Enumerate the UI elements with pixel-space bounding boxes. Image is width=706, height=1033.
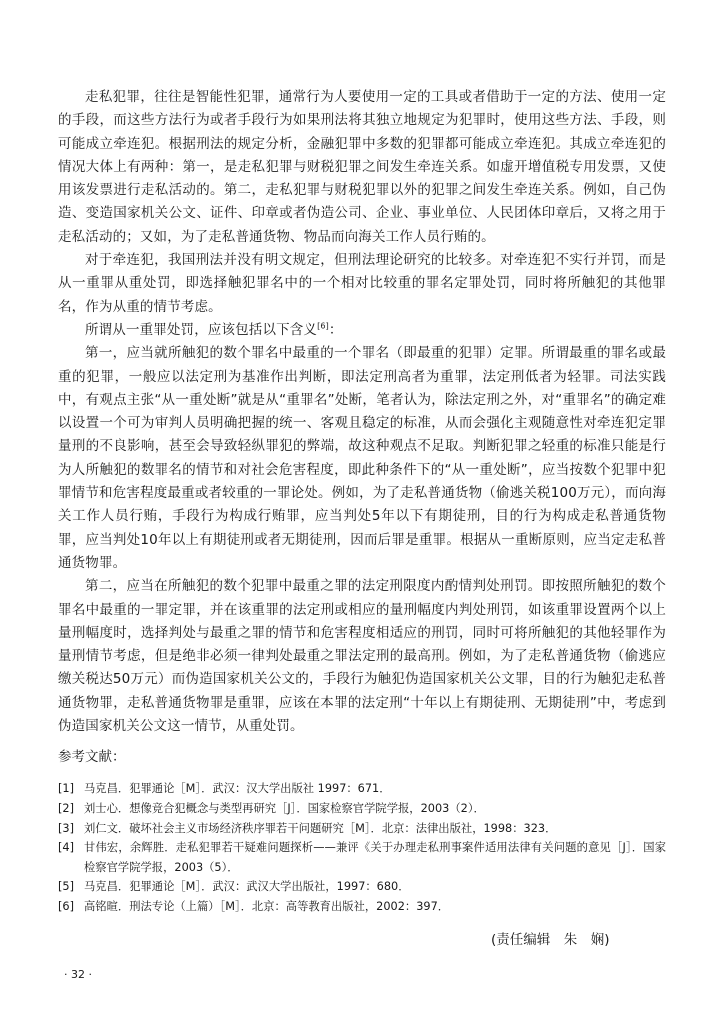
references-list xyxy=(58,779,666,916)
reference-text: 甘伟宏，余辉胜．走私犯罪若干疑难问题探析——兼评《关于办理走私刑事案件适用法律有关问题的意见［J］．国家检察官学院学报，2003（5）． xyxy=(84,841,666,874)
reference-number: [2] xyxy=(58,801,75,815)
reference-number: [5] xyxy=(58,880,75,894)
reference-item xyxy=(58,779,666,799)
reference-item xyxy=(58,877,666,897)
reference-item xyxy=(58,897,666,917)
article-body xyxy=(58,86,666,916)
paragraph: 第一，应当就所触犯的数个罪名中最重的一个罪名（即最重的犯罪）定罪。所谓最重的罪名或最重的犯罪，一般应以法定刑为基准作出判断，即法定刑高者为重罪，法定刑低者为轻罪。司法实践中，有观点主张“从一重处断”就是从“重罪名”处断，笔者认为，除法定刑之外，对“重罪名”的确定难以设置一个可为审判人员明确把握的统一、客观且稳定的标准，从而会强化主观随意性对牵连犯定罪量刑的不良影响，甚至会导致轻纵罪犯的弊端，故这种观点不足取。判断犯罪之轻重的标准只能是行为人所触犯的数罪名的情节和对社会危害程度，即此种条件下的“从一重处断”，应当按数个犯罪中犯罪情节和危害程度最重或者较重的一罪论处。例如，为了走私普通货物（偷逃关税100万元），而向海关工作人员行贿，手段行为构成行贿罪，应当判处5年以下有期徒刑，目的行为构成走私普通货物罪，应当判处10年以上有期徒刑或者无期徒刑，因而后罪是重罪。根据从一重断原则，应当定走私普通货物罪。 xyxy=(58,345,666,571)
reference-text: 高铭暄．刑法专论（上篇）［M］．北京：高等教育出版社，2002：397． xyxy=(84,899,450,913)
reference-item xyxy=(58,799,666,819)
citation-mark: [6] xyxy=(317,321,329,331)
paragraph-text: 所谓从一重罪处罚，应该包括以下含义 xyxy=(85,321,318,338)
paragraph-citation-lead xyxy=(58,319,666,342)
references-heading: 参考文献： xyxy=(58,749,126,766)
reference-text: 马克昌．犯罪通论［M］．武汉：汉大学出版社 1997：671． xyxy=(84,782,391,796)
reference-text: 刘士心．想像竞合犯概念与类型再研究［J］．国家检察官学院学报，2003（2）． xyxy=(84,801,485,815)
responsible-editor: (责任编辑 朱 娴) xyxy=(491,932,610,948)
reference-text: 马克昌．犯罪通论［M］．武汉：武汉大学出版社，1997：680． xyxy=(84,880,410,894)
reference-item xyxy=(58,838,666,877)
citation-suffix: ： xyxy=(328,321,343,338)
reference-number: [1] xyxy=(58,782,75,796)
reference-number: [4] xyxy=(58,841,75,855)
reference-item xyxy=(58,819,666,839)
paragraph: 走私犯罪，往往是智能性犯罪，通常行为人要使用一定的工具或者借助于一定的方法、使用一定的手段，而这些方法行为或者手段行为如果刑法将其独立地规定为犯罪时，使用这些方法、手段，则可能成立牵连犯。根据刑法的规定分析，金融犯罪中多数的犯罪都可能成立牵连犯。其成立牵连犯的情况大体上有两种：第一，是走私犯罪与财税犯罪之间发生牵连关系。如虚开增值税专用发票，又使用该发票进行走私活动的。第二，走私犯罪与财税犯罪以外的犯罪之间发生牵连关系。例如，自己伪造、变造国家机关公文、证件、印章或者伪造公司、企业、事业单位、人民团体印章后，又将之用于走私活动的；又如，为了走私普通货物、物品而向海关工作人员行贿的。 xyxy=(58,89,666,245)
reference-text: 刘仁文．破坏社会主义市场经济秩序罪若干问题研究［M］．北京：法律出版社，1998：323． xyxy=(84,821,557,835)
paragraph: 第二，应当在所触犯的数个犯罪中最重之罪的法定刑限度内酌情判处刑罚。即按照所触犯的数个罪名中最重的一罪定罪，并在该重罪的法定刑或相应的量刑幅度内判处刑罚，如该重罪设置两个以上量刑幅度时，选择判处与最重之罪的情节和危害程度相适应的刑罚，同时可将所触犯的其他轻罪作为量刑情节考虑，但是绝非必须一律判处最重之罪法定刑的最高刑。例如，为了走私普通货物（偷逃应缴关税达50万元）而伪造国家机关公文的，手段行为触犯伪造国家机关公文罪，目的行为触犯走私普通货物罪，走私普通货物罪是重罪，应该在本罪的法定刑“十年以上有期徒刑、无期徒刑”中，考虑到伪造国家机关公文这一情节，从重处罚。 xyxy=(58,578,666,735)
reference-number: [6] xyxy=(58,899,75,913)
reference-number: [3] xyxy=(58,821,75,835)
page-number: · 32 · xyxy=(64,968,92,981)
paragraph: 对于牵连犯，我国刑法并没有明文规定，但刑法理论研究的比较多。对牵连犯不实行并罚，而是从一重罪从重处罚，即选择触犯罪名中的一个相对比较重的罪名定罪处罚，同时将所触犯的其他罪名，作为从重的情节考虑。 xyxy=(58,252,666,315)
